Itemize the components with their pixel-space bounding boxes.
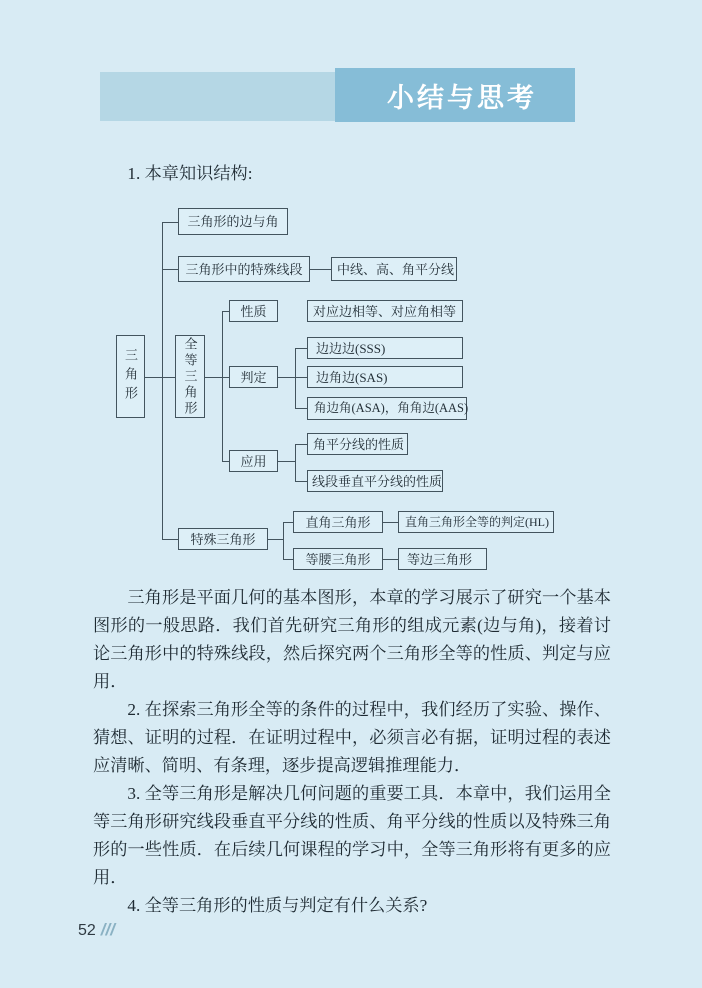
- body-paragraph: 3. 全等三角形是解决几何问题的重要工具．本章中，我们运用全等三角形研究线段垂直平分线的性质、角平分线的性质以及特殊三角形的一些性质．在后续几何课程的学习中，全等三角形将有更多的应用．: [93, 784, 611, 887]
- connector-line: [283, 522, 293, 523]
- node-judgement: 判定: [229, 366, 278, 388]
- node-angle-bisector-property: 角平分线的性质: [307, 433, 408, 455]
- node-isosceles-triangle: 等腰三角形: [293, 548, 383, 570]
- connector-line: [278, 377, 307, 378]
- connector-line: [283, 522, 284, 559]
- node-asa-aas: 角边角(ASA)，角角边(AAS): [307, 397, 467, 420]
- node-hl-rule: 直角三角形全等的判定(HL): [398, 511, 554, 533]
- connector-line: [310, 269, 331, 270]
- connector-line: [283, 559, 293, 560]
- body-paragraph: 三角形是平面几何的基本图形，本章的学习展示了研究一个基本图形的一般思路．我们首先研究三角形的组成元素(边与角)，接着讨论三角形中的特殊线段，然后探究两个三角形全等的性质、判定与应用．: [93, 588, 611, 691]
- section-intro: 1. 本章知识结构:: [127, 164, 253, 183]
- connector-line: [295, 348, 307, 349]
- connector-line: [278, 461, 295, 462]
- node-equilateral-triangle: 等边三角形: [398, 548, 487, 570]
- node-special-triangles: 特殊三角形: [178, 528, 268, 550]
- connector-line: [383, 559, 398, 560]
- connector-line: [162, 539, 178, 540]
- connector-line: [222, 461, 229, 462]
- banner-light-strip: [100, 72, 335, 121]
- connector-line: [295, 444, 307, 445]
- knowledge-structure-diagram: [0, 200, 702, 580]
- connector-line: [295, 481, 307, 482]
- connector-line: [383, 522, 398, 523]
- node-sss: 边边边(SSS): [307, 337, 463, 359]
- connector-line: [205, 377, 229, 378]
- connector-line: [162, 222, 178, 223]
- footer-slashes-decoration: ///: [100, 920, 115, 939]
- connector-line: [295, 444, 296, 481]
- connector-line: [268, 539, 283, 540]
- connector-line: [162, 269, 178, 270]
- page-number: 52: [78, 922, 96, 939]
- node-edges-and-angles: 三角形的边与角: [178, 208, 288, 235]
- node-perpendicular-bisector-property: 线段垂直平分线的性质: [307, 470, 443, 492]
- node-congruent-triangles: 全等三角形: [175, 335, 205, 418]
- node-right-triangle: 直角三角形: [293, 511, 383, 533]
- connector-line: [222, 311, 229, 312]
- node-application: 应用: [229, 450, 278, 472]
- node-property: 性质: [229, 300, 278, 322]
- page-footer: [78, 920, 115, 940]
- connector-line: [295, 348, 296, 408]
- body-paragraph: 2. 在探索三角形全等的条件的过程中，我们经历了实验、操作、猜想、证明的过程．在证明过程中，必须言必有据，证明过程的表述应清晰、简明、有条理，逐步提高逻辑推理能力．: [93, 700, 611, 775]
- banner-dark-strip: [335, 68, 575, 122]
- body-text: [93, 584, 611, 920]
- connector-line: [222, 311, 223, 461]
- node-property-detail: 对应边相等、对应角相等: [307, 300, 463, 322]
- connector-line: [145, 377, 175, 378]
- page-title: 小结与思考: [387, 82, 537, 113]
- node-median-altitude-bisector: 中线、高、角平分线: [331, 257, 457, 281]
- node-triangle-root: 三角形: [116, 335, 145, 418]
- node-special-segments: 三角形中的特殊线段: [178, 256, 310, 282]
- node-sas: 边角边(SAS): [307, 366, 463, 388]
- connector-line: [295, 408, 307, 409]
- body-paragraph: 4. 全等三角形的性质与判定有什么关系?: [127, 896, 428, 915]
